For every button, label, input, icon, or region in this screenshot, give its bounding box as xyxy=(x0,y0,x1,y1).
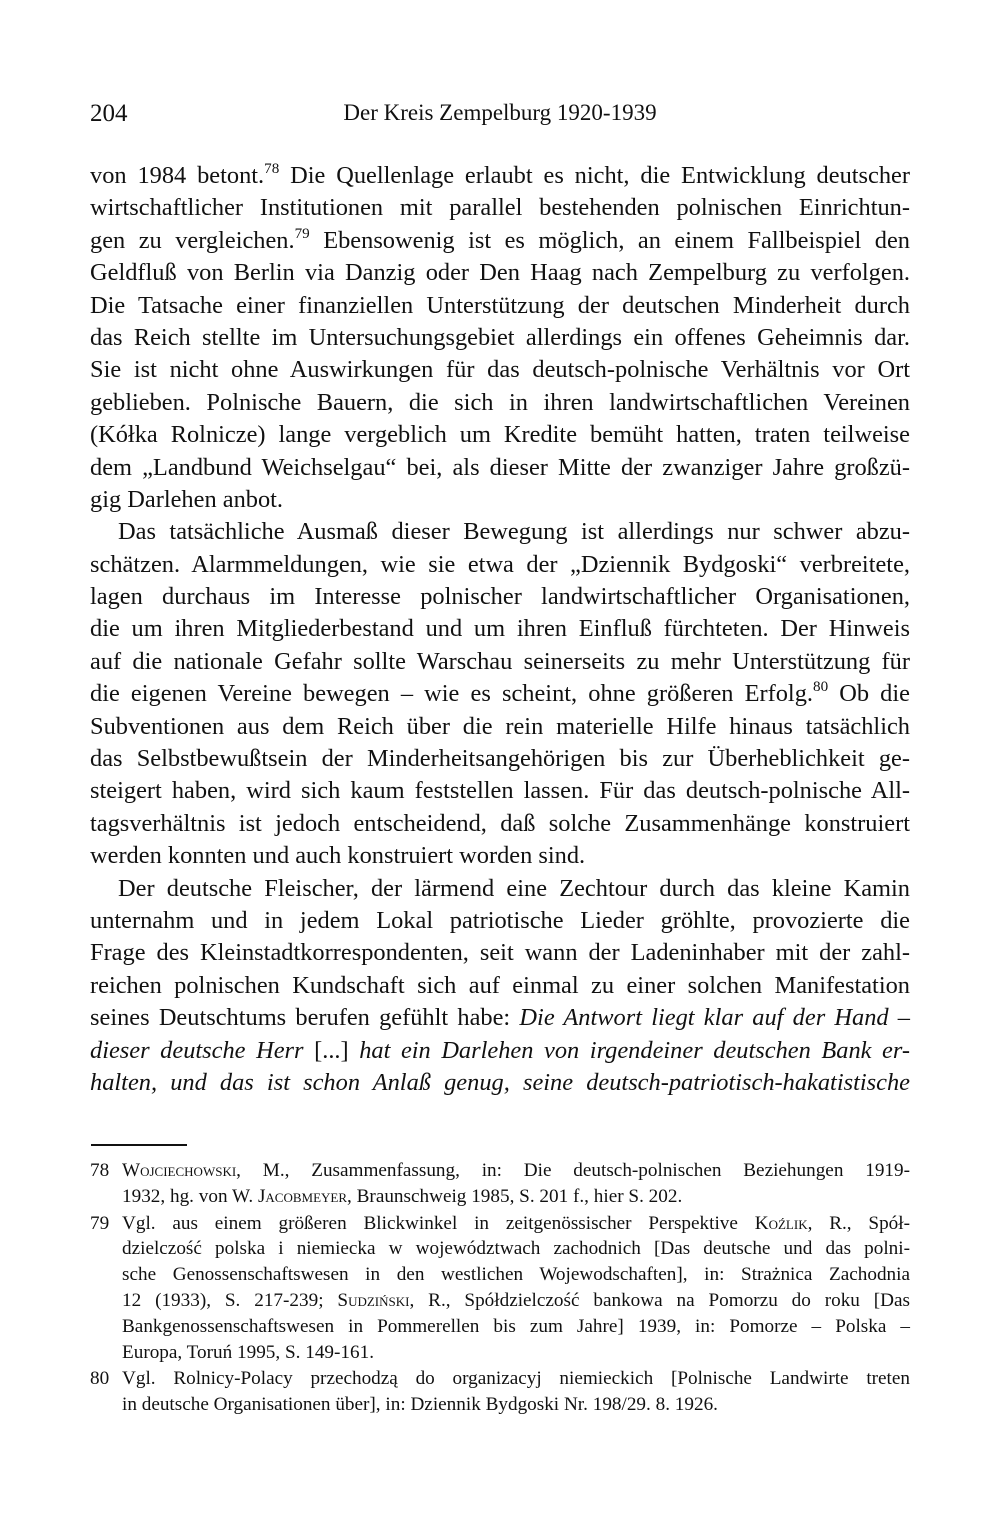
footnote-ref-80: 80 xyxy=(813,679,829,696)
footnote-79: 79 Vgl. aus einem größeren Blickwinkel in zeitgenössischer Perspektive Koźlik, R., Spół- dzielczość polska i niemiecka w województwach zachodnich [Das deutsche und das polni- sche Genossenschaftswesen in den westlichen Wojewodschaften], in: Strażnica Zachodnia 12 (1933), S. 217-239; Sudziński, R., Spółdzielczość bankowa na Pomorzu do roku [Das Bankgenossenschaftswesen in Pommerellen bis zum Jahre] 1939, in: Pomorze – Polska – Europa, Toruń 1995, S. 149-161. xyxy=(90,1212,911,1363)
page-header xyxy=(90,100,910,140)
footnotes xyxy=(90,1158,910,1419)
footnote-ref-78: 78 xyxy=(264,161,280,178)
page-number: 204 xyxy=(90,100,128,127)
footnote-number: 80 xyxy=(90,1368,110,1390)
footnote-number: 78 xyxy=(90,1160,110,1181)
quote-italic: Die Antwort liegt klar auf der Hand – xyxy=(519,1004,911,1032)
running-title: Der Kreis Zempelburg 1920-1939 xyxy=(343,100,657,125)
footnote-ref-79: 79 xyxy=(294,225,310,242)
footnote-78: 78 Wojciechowski, M., Zusammenfassung, in: Die deutsch-polnischen Beziehungen 1919- 1932, hg. von W. Jacobmeyer, Braunschweig 1985, S. 201 f., hier S. 202. xyxy=(90,1160,910,1207)
footnote-separator xyxy=(91,1144,187,1146)
footnote-80: 80 Vgl. Rolnicy-Polacy przechodzą do organizacyj niemieckich [Polnische Landwirte treten in deutsche Organisationen über], in: Dziennik Bydgoski Nr. 198/29. 8. 1926. xyxy=(90,1368,910,1416)
paragraph-3: Der deutsche Fleischer, der lärmend eine Zechtour durch das kleine Kamin unternahm und in jedem Lokal patriotische Lieder gröhlte, provozierte die Frage des Kleinstadtkorrespondenten, seit wann der Ladeninhaber mit der zahl- reichen polnischen Kundschaft sich auf einmal zu einer solchen Manifestation seines Deutschtums berufen gefühlt habe: Die Antwort liegt klar auf der Hand – dieser deutsche Herr [...] hat ein Darlehen von irgendeiner deutschen Bank er- halten, und das ist schon Anlaß genug, seine deutsch-patriotisch-hakatistische xyxy=(90,874,911,1096)
paragraph-1: von 1984 betont.$^{78}$ Die Quellenlage erlaubt es nicht, die Entwicklung deutscher wirtschaftlicher Institutionen mit parallel bestehenden polnischen Einrichtun- gen zu vergleichen.$^{79}$ Ebensowenig ist es möglich, an einem Fallbeispiel den Geldfluß von Berlin via Danzig oder Den Haag nach Zempelburg zu verfolgen. Die Tatsache einer finanziellen Unterstützung der deutschen Minderheit durch das Reich stellte im Untersuchungsgebiet allerdings ein offenes Geheimnis dar. Sie ist nicht ohne Auswirkungen für das deutsch-polnische Verhältnis vor Ort geblieben. Polnische Bauern, die sich in ihren landwirtschaftlichen Vereinen (Kółka Rolnicze) lange vergeblich um Kredite bemüht hatten, traten teilweise dem „Landbund Weichselgau“ bei, als dieser Mitte der zwanziger Jahre großzü- gig Darlehen anbot. xyxy=(90,161,911,513)
paragraph-2: Das tatsächliche Ausmaß dieser Bewegung ist allerdings nur schwer abzu- schätzen. Alarmmeldungen, wie sie etwa der „Dziennik Bydgoski“ verbreitete, lagen durchaus im Interesse polnischer landwirtschaftlicher Organisationen, die um ihren Mitgliederbestand und um ihren Einfluß fürchteten. Der Hinweis auf die nationale Gefahr sollte Warschau seinerseits zu mehr Unterstützung für die eigenen Vereine bewegen – wie es scheint, ohne größeren Erfolg.$^{80}$ Ob die Subventionen aus dem Reich über die rein materielle Hilfe hinaus tatsächlich das Selbstbewußtsein der Minderheitsangehörigen bis zur Überheblichkeit ge- steigert haben, wird sich kaum feststellen lassen. Für das deutsch-polnische All- tagsverhältnis ist jedoch entscheidend, daß solche Zusammenhänge konstruiert werden konnten und auch konstruiert worden sind. xyxy=(90,518,910,870)
main-text xyxy=(90,160,910,1099)
footnote-number: 79 xyxy=(90,1212,110,1234)
